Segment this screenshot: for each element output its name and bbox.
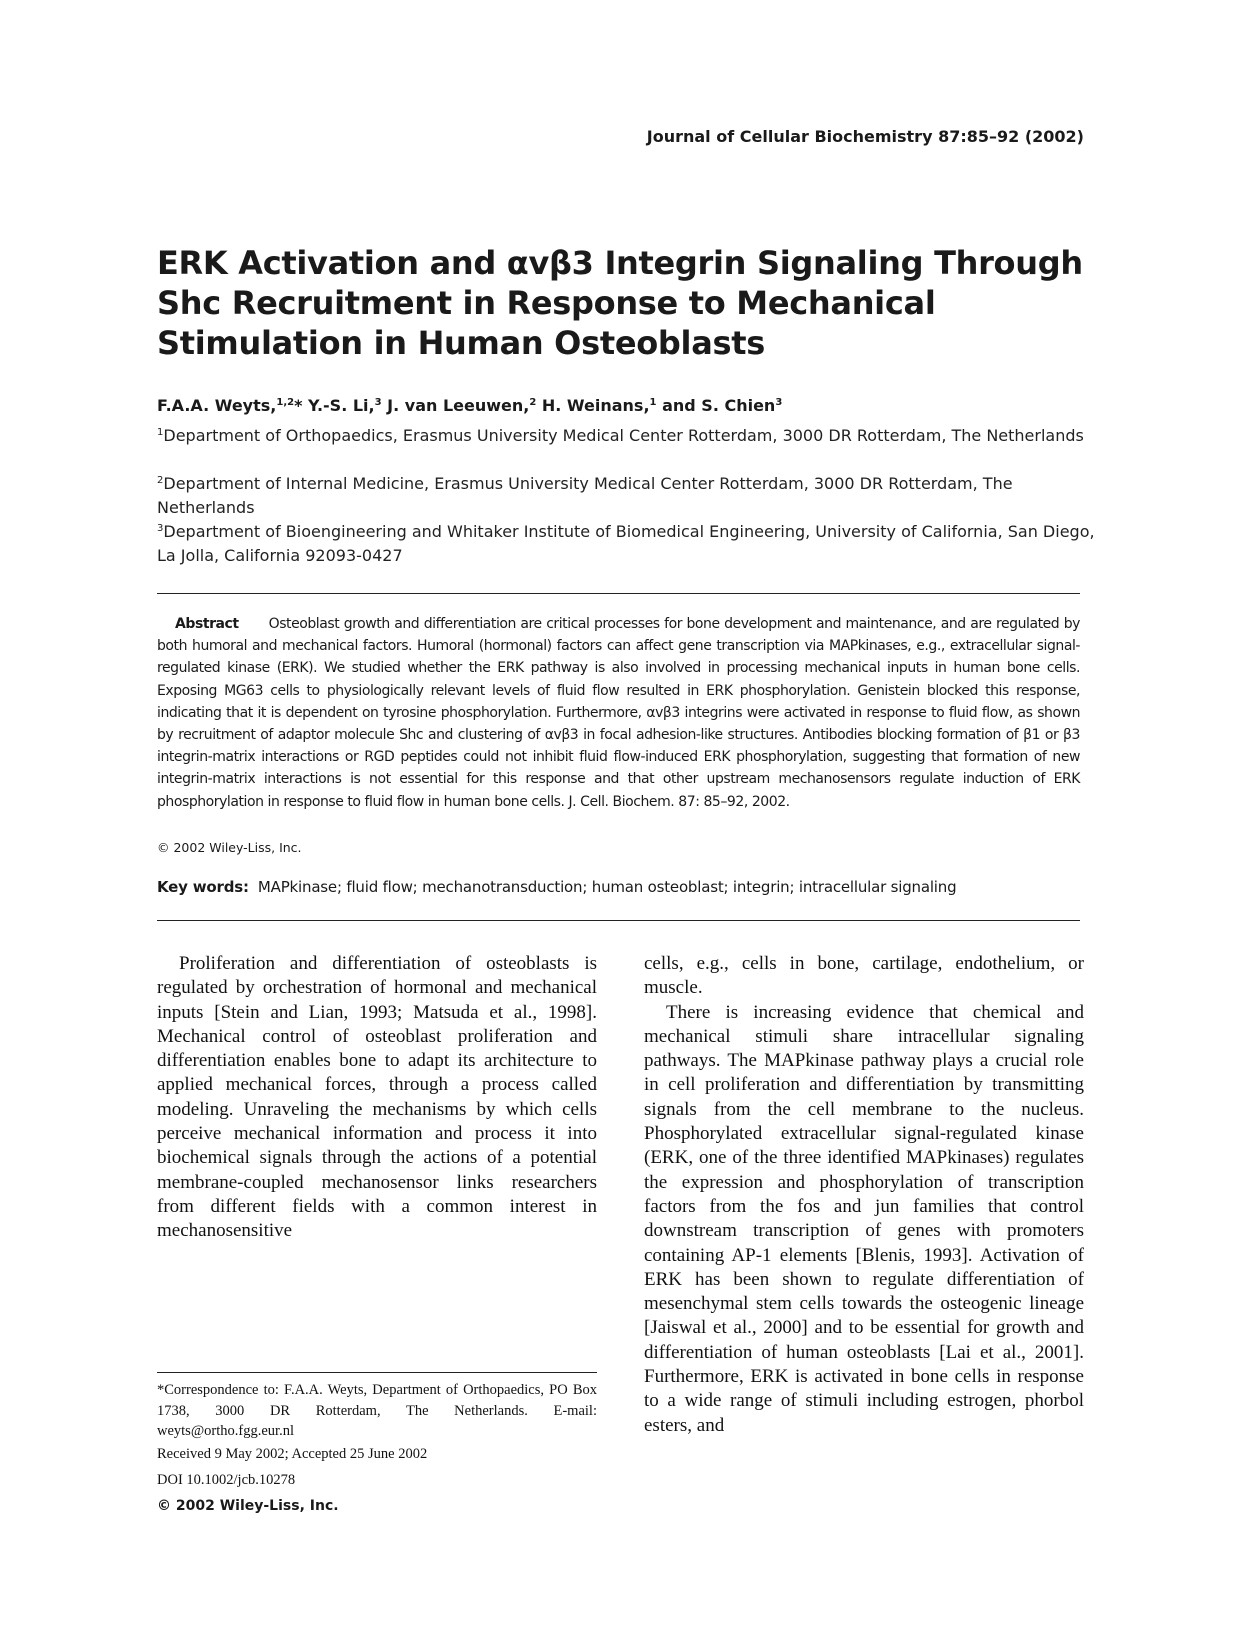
affiliation: $^1$Department of Orthopaedics, Erasmus University Medical Center Rotterdam, 3000 DR Rotterdam, The Netherlands — [157, 426, 1084, 445]
body-paragraph: There is increasing evidence that chemical and mechanical stimuli share intracellular signaling pathways. The MAPkinase pathway plays a crucial role in cell proliferation and differentiation by transmitting signals from the cell membrane to the nucleus. Phosphorylated extracellular signal-regulated kinase (ERK, one of the three identified MAPkinases) regulates the expression and phosphorylation of transcription factors from the fos and jun families that control downstream transcription of genes with promoters containing AP-1 elements [Blenis, 1993]. Activation of ERK has been shown to regulate differentiation of mesenchymal stem cells towards the osteogenic lineage [Jaiswal et al., 2000] and to be essential for growth and differentiation of human osteoblasts [Lai et al., 2001]. Furthermore, ERK is activated in bone cells in response to a wide range of stimuli including estrogen, phorbol esters, and — [644, 1001, 1084, 1436]
abstract-copyright: © 2002 Wiley-Liss, Inc. — [157, 840, 302, 855]
body-column-left — [157, 952, 597, 1244]
author: H. Weinans,$^1$ — [541, 396, 657, 415]
footnote-copyright: © 2002 Wiley-Liss, Inc. — [157, 1498, 339, 1514]
journal-citation: Journal of Cellular Biochemistry 87:85–92 (2002) — [646, 127, 1084, 146]
doi: DOI 10.1002/jcb.10278 — [157, 1472, 296, 1488]
abstract-text: Osteoblast growth and differentiation are critical processes for bone development and maintenance, and are regulated by both humoral and mechanical factors. Humoral (hormonal) factors can affect gene transcription via MAPkinases, e.g., extracellular signal-regulated kinase (ERK). We studied whether the ERK pathway is also involved in processing mechanical inputs in human bone cells. Exposing MG63 cells to physiologically relevant levels of fluid flow resulted in ERK phosphorylation. Genistein blocked this response, indicating that it is dependent on tyrosine phosphorylation. Furthermore, αvβ3 integrins were activated in response to fluid flow, as shown by recruitment of adaptor molecule Shc and clustering of αvβ3 in focal adhesion-like structures. Antibodies blocking formation of β1 or β3 integrin-matrix interactions or RGD peptides could not inhibit fluid flow-induced ERK phosphorylation, suggesting that formation of new integrin-matrix interactions is not essential for this response and that other upstream mechanosensors regulate induction of ERK phosphorylation in response to fluid flow in human bone cells. J. Cell. Biochem. 87: 85–92, 2002. — [157, 616, 1080, 810]
author-list — [157, 396, 1097, 415]
affiliation: $^2$Department of Internal Medicine, Erasmus University Medical Center Rotterdam, 3000 DR Rotterdam, The Netherlands — [157, 474, 1013, 517]
body-column-right — [644, 952, 1084, 1438]
article-title: ERK Activation and αvβ3 Integrin Signaling Through Shc Recruitment in Response to Mechanical Stimulation in Human Osteoblasts — [157, 244, 1083, 362]
body-paragraph: Proliferation and differentiation of osteoblasts is regulated by orchestration of hormonal and mechanical inputs [Stein and Lian, 1993; Matsuda et al., 1998]. Mechanical control of osteoblast proliferation and differentiation enables bone to adapt its architecture to applied mechanical forces, through a process called modeling. Unraveling the mechanisms by which cells perceive mechanical information and process it into biochemical signals through the actions of a potential membrane-coupled mechanosensor links researchers from different fields with a common interest in mechanosensitive — [157, 953, 597, 1242]
divider — [157, 593, 1080, 594]
body-paragraph: cells, e.g., cells in bone, cartilage, endothelium, or muscle. — [644, 953, 1084, 999]
abstract-label: Abstract — [175, 616, 239, 632]
author: F.A.A. Weyts,$^{1,2}$* — [157, 396, 309, 415]
received-dates: Received 9 May 2002; Accepted 25 June 2002 — [157, 1446, 428, 1462]
abstract — [157, 613, 1080, 813]
keywords — [157, 878, 1080, 896]
footnote-divider — [157, 1372, 597, 1373]
affiliation: $^3$Department of Bioengineering and Whitaker Institute of Biomedical Engineering, University of California, San Diego, La Jolla, California 92093-0427 — [157, 522, 1095, 565]
correspondence-note: *Correspondence to: F.A.A. Weyts, Department of Orthopaedics, PO Box 1738, 3000 DR Rotterdam, The Netherlands. E-mail: weyts@ortho.fgg.eur.nl — [157, 1382, 597, 1439]
divider — [157, 920, 1080, 921]
author: and S. Chien$^3$ — [662, 396, 783, 415]
keywords-label: Key words: — [157, 878, 249, 896]
keywords-text: MAPkinase; fluid flow; mechanotransduction; human osteoblast; integrin; intracellular signaling — [257, 878, 957, 896]
author: Y.-S. Li,$^3$ — [308, 396, 382, 415]
author: J. van Leeuwen,$^2$ — [387, 396, 537, 415]
